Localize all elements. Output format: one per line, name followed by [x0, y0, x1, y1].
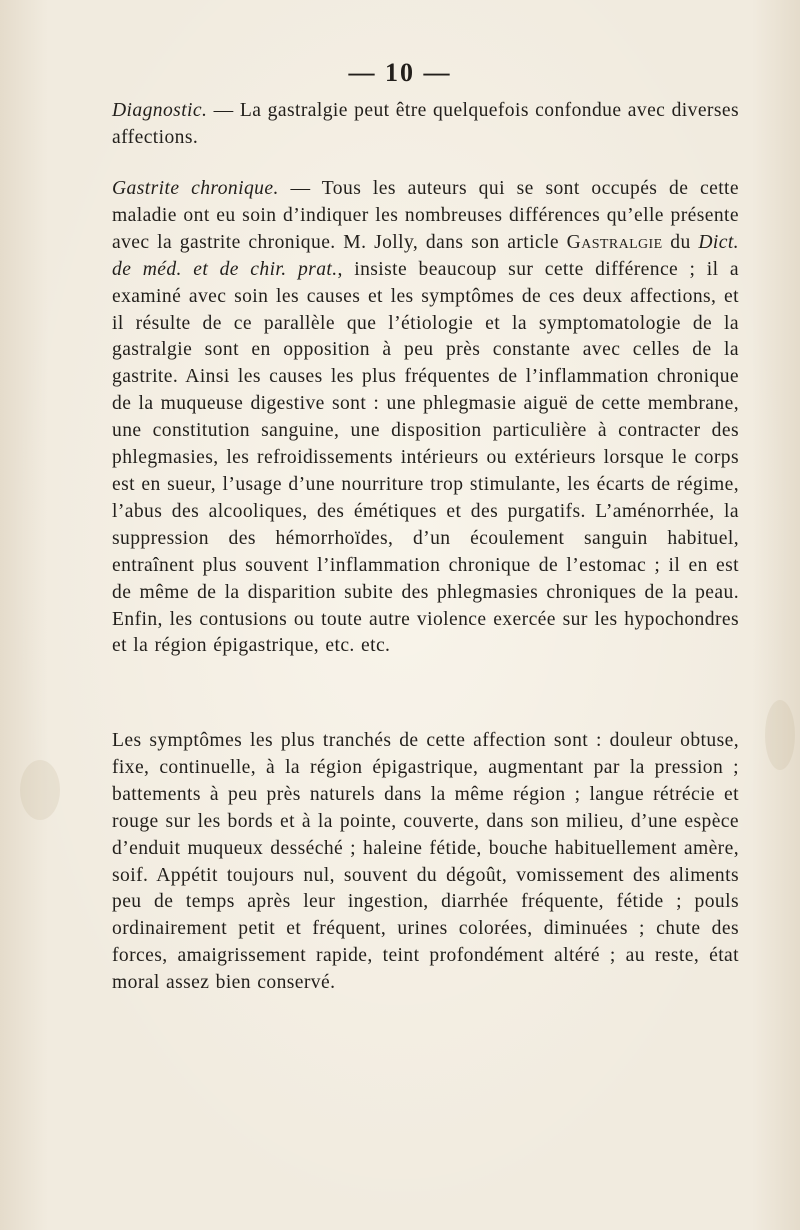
paper-stain [20, 760, 60, 820]
paragraph-symptomes [112, 728, 739, 997]
dictionary-title: Dict. de méd. et de chir. prat. [112, 231, 739, 280]
gastrite-text-after: , insiste beaucoup sur cette différence ; il a examiné avec soin les causes et les symptômes de ces deux affections, et il résulte de ce parallèle que l’étiologie et la symptomatologie de la gastralgie sont en opposition à peu près constante avec celles de la gastrite. Ainsi les causes les plus fréquentes de l’inflammation chronique de la muqueuse digestive sont : une phlegmasie aiguë de cette membrane, une constitution sanguine, une disposition particulière à contracter des phlegmasies, les refroidissements intérieurs ou extérieurs lorsque le corps est en sueur, l’usage d’une nourriture trop stimulante, les écarts de régime, l’abus des alcooliques, des émétiques et des purgatifs. L’aménorrhée, la suppression des hémorrhoïdes, d’un écoulement sanguin habituel, entraînent plus souvent l’inflammation chronique de l’estomac ; il en est de même de la disparition subite des phlegmasies chroniques de la peau. Enfin, les contusions ou toute autre violence exercée sur les hypochondres et la région épigastrique, etc. etc. [112, 258, 739, 657]
article-title-smallcaps: Gastralgie [566, 231, 663, 253]
section-lead-gastrite: Gastrite chronique. [112, 178, 279, 199]
paragraph-text: Les symptômes les plus tranchés de cette affection sont : douleur obtuse, fixe, continuelle, à la région épigastrique, augmentant par la pression ; battements à peu près naturels dans la même région ; langue rétrécie et rouge sur les bords et à la pointe, couverte, dans son milieu, d’une espèce d’enduit muqueux desséché ; haleine fétide, bouche habituellement amère, soif. Appétit toujours nul, souvent du dégoût, vomissement des aliments peu de temps après leur ingestion, diarrhée fréquente, fétide ; pouls ordinairement petit et fréquent, urines colorées, diminuées ; chute des forces, amaigrissement rapide, teint profondément altéré ; au reste, état moral assez bien conservé. [112, 730, 739, 994]
diagnostic-text: — La gastralgie peut être quelquefois confondue avec diverses affections. [112, 100, 739, 148]
paper-stain [765, 700, 795, 770]
page-number: — 10 — [348, 58, 452, 87]
paragraph-diagnostic [112, 98, 739, 152]
section-lead-diagnostic: Diagnostic. [112, 100, 208, 121]
paragraph-text [112, 176, 739, 660]
gastrite-text-du: du [662, 231, 699, 253]
paragraph-gastrite-chronique [112, 176, 739, 660]
paragraph-text [112, 98, 739, 152]
gastrite-text-before: — Tous les auteurs qui se sont occupés de cette maladie ont eu soin d’indiquer les nombreuses différences qu’elle présente avec la gastrite chronique. M. Jolly, dans son article [112, 178, 739, 253]
